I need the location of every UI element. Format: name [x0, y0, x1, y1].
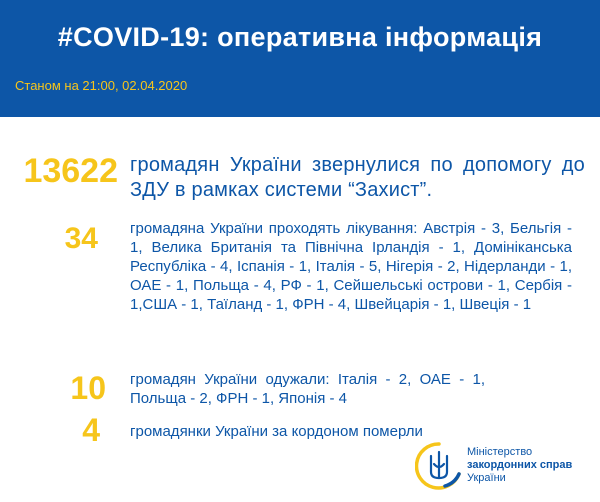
stat-text-deceased: громадянки України за кордоном померли — [130, 423, 423, 440]
ministry-logo — [415, 440, 595, 496]
ministry-name-line1: Міністерство — [467, 446, 533, 458]
stat-number-appeals: 13622 — [23, 152, 118, 190]
stat-text-appeals: громадян України звернулися по допомогу до ЗДУ в рамках системи “Захист”. — [130, 154, 585, 201]
stat-text-recovered: громадян України одужали: Італія - 2, ОАЕ - 1, Польща - 2, ФРН - 1, Японія - 4 — [130, 371, 485, 407]
trident-emblem-icon — [415, 440, 463, 492]
date-stamp: Станом на 21:00, 02.04.2020 — [15, 78, 188, 93]
header-banner — [0, 0, 600, 117]
page-title: #COVID-19: оперативна інформація — [57, 22, 543, 52]
stat-number-treatment: 34 — [64, 222, 98, 255]
ministry-name — [467, 446, 572, 485]
stat-number-deceased: 4 — [82, 412, 100, 448]
ministry-name-line3: України — [467, 472, 506, 484]
stat-text-treatment: громадяна України проходять лікування: Австрія - 3, Бельгія - 1, Велика Британія та Північна Ірландія - 1, Домініканська Республіка - 4, Іспанія - 1, Італія - 5, Нігерія - 2, Нідерланди - 1, ОАЕ - 1, Польща - 4, РФ - 1, Сейшельські острови - 1, Сербія - 1,США - 1, Таїланд - 1, ФРН - 4, Швейцарія - 1, Швеція - 1 — [130, 220, 572, 313]
stat-number-recovered: 10 — [70, 370, 106, 406]
ministry-name-line2: закордонних справ — [467, 459, 573, 471]
